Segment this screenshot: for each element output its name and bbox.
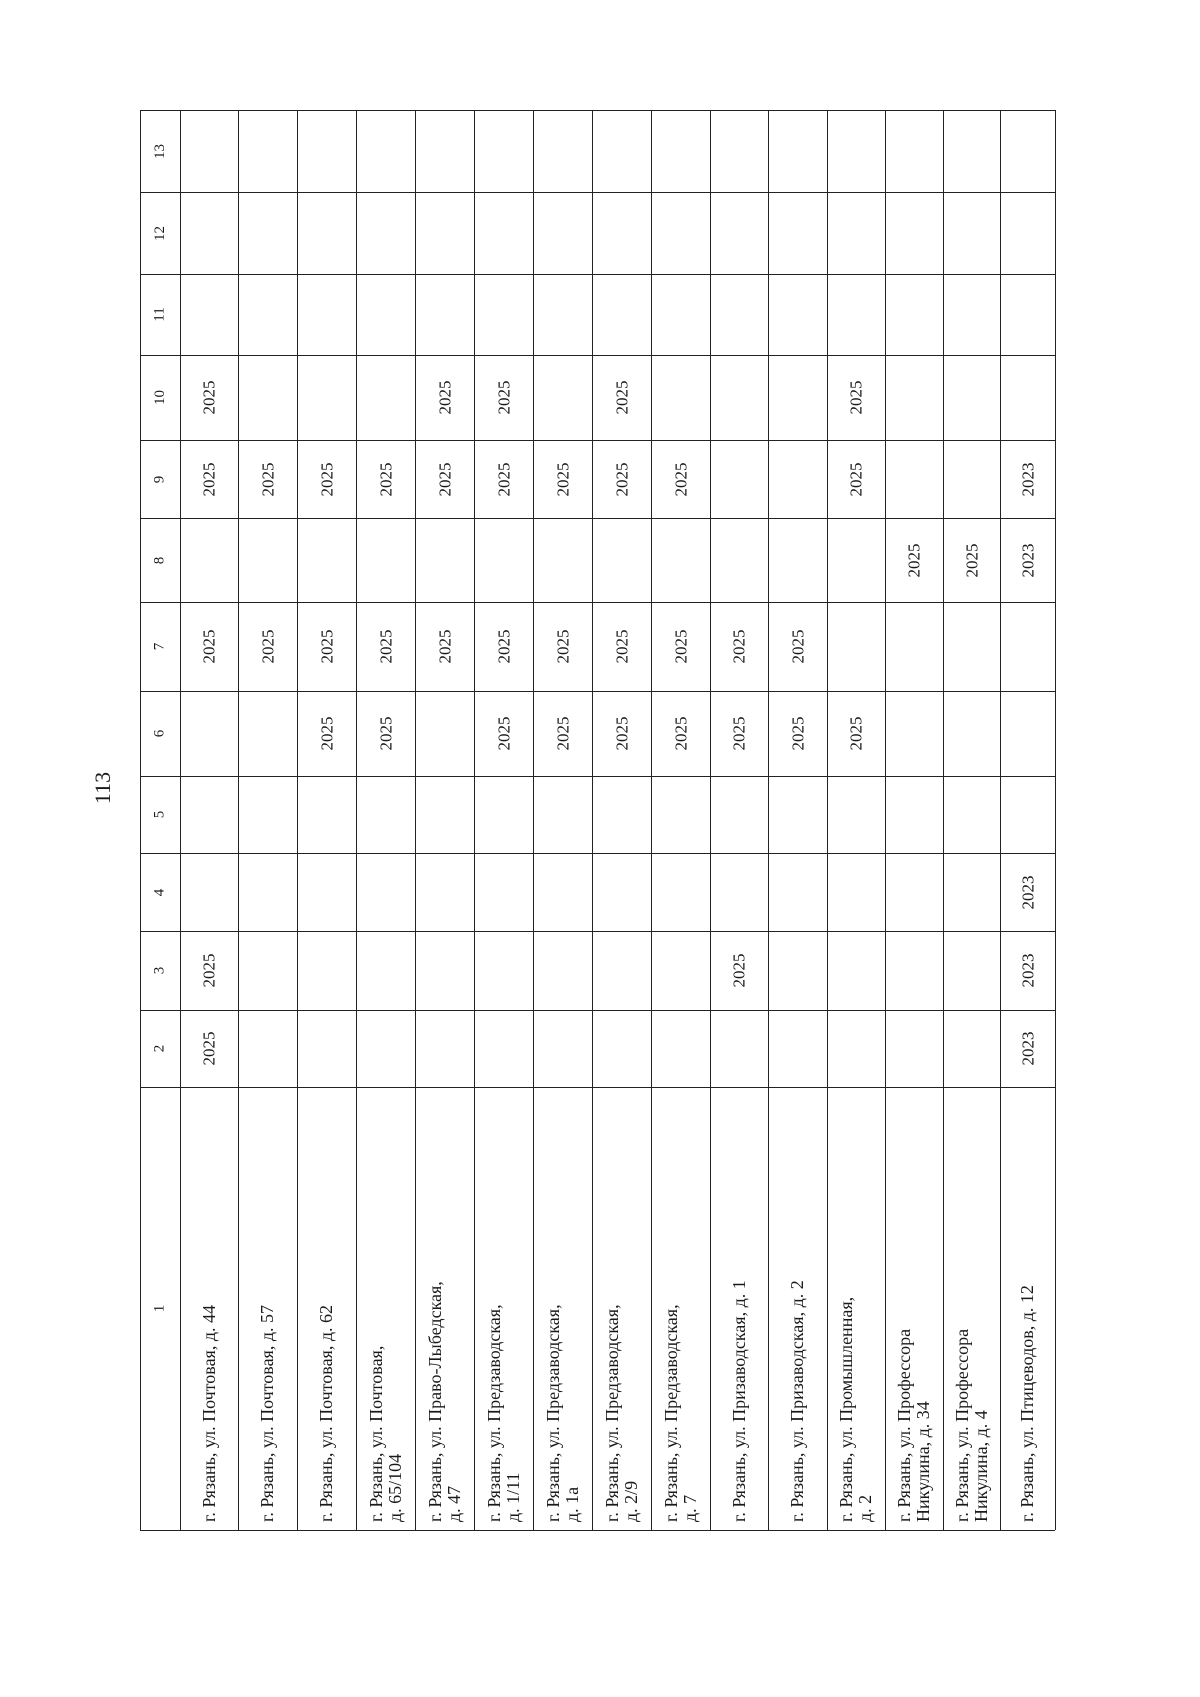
table-cell <box>297 776 356 853</box>
table-cell <box>885 274 943 355</box>
table-cell <box>180 274 238 355</box>
table-cell <box>943 110 1000 192</box>
table-cell <box>885 192 943 274</box>
table-cell <box>943 602 1000 691</box>
table-cell <box>297 192 356 274</box>
table-cell <box>592 355 651 440</box>
cell-year: 2025 <box>612 629 631 664</box>
table-cell <box>474 274 533 355</box>
cell-year: 2025 <box>962 543 981 577</box>
table-cell <box>1000 853 1055 931</box>
table-cell <box>885 1010 943 1087</box>
table-cell <box>356 931 415 1010</box>
cell-year: 2025 <box>846 716 866 751</box>
table-cell <box>297 440 356 518</box>
cell-year: 2025 <box>376 629 395 664</box>
table-cell <box>533 518 592 602</box>
column-number-4 <box>140 853 180 931</box>
table-cell <box>943 440 1000 518</box>
table-cell <box>356 602 415 691</box>
table-cell <box>533 1010 592 1087</box>
table-cell <box>768 853 827 931</box>
table-cell <box>768 776 827 853</box>
cell-year: 2025 <box>846 380 866 415</box>
table-cell <box>474 355 533 440</box>
column-number-13 <box>140 110 180 192</box>
cell-year: 2025 <box>494 462 513 496</box>
column-number-label: 7 <box>151 642 168 651</box>
table-cell <box>415 602 474 691</box>
address-cell <box>297 1087 356 1530</box>
table-cell <box>238 691 297 776</box>
table-cell <box>710 274 768 355</box>
table-cell <box>474 110 533 192</box>
address-text: г. Рязань, ул. Предзаводская, д. 1а <box>542 1304 582 1522</box>
address-text: г. Рязань, ул. Почтовая, д. 57 <box>257 1305 277 1522</box>
cell-year: 2025 <box>553 629 572 664</box>
table-cell <box>885 440 943 518</box>
table-cell <box>710 602 768 691</box>
table-cell <box>1000 355 1055 440</box>
cell-year: 2025 <box>199 462 219 496</box>
column-number-11 <box>140 274 180 355</box>
cell-year: 2025 <box>671 629 690 664</box>
table-cell <box>592 691 651 776</box>
table-cell <box>533 110 592 192</box>
table-cell <box>180 440 238 518</box>
table-cell <box>1000 192 1055 274</box>
page-number: 113 <box>90 771 115 805</box>
table-cell <box>180 931 238 1010</box>
table-grid-hline <box>140 1530 1055 1531</box>
table-cell <box>651 192 710 274</box>
table-cell <box>533 691 592 776</box>
table-cell <box>651 931 710 1010</box>
column-number-label: 5 <box>151 810 168 819</box>
table-cell <box>415 1010 474 1087</box>
table-cell <box>1000 518 1055 602</box>
address-cell <box>885 1087 943 1530</box>
address-text: г. Рязань, ул. Призаводская, д. 1 <box>728 1280 749 1522</box>
column-number-3 <box>140 931 180 1010</box>
table-cell <box>827 274 885 355</box>
table-cell <box>356 1010 415 1087</box>
table-cell <box>356 440 415 518</box>
column-number-label: 1 <box>151 1304 168 1313</box>
table-cell <box>1000 931 1055 1010</box>
table-cell <box>533 853 592 931</box>
table-cell <box>827 853 885 931</box>
table-cell <box>474 1010 533 1087</box>
table-cell <box>768 355 827 440</box>
table-cell <box>768 192 827 274</box>
table-cell <box>297 602 356 691</box>
table-cell <box>651 776 710 853</box>
table-cell <box>943 518 1000 602</box>
column-number-10 <box>140 355 180 440</box>
address-cell <box>415 1087 474 1530</box>
table-cell <box>238 110 297 192</box>
address-text: г. Рязань, ул. Почтовая, д. 62 <box>316 1305 336 1522</box>
table-cell <box>768 110 827 192</box>
cell-year: 2025 <box>317 629 336 664</box>
cell-year: 2025 <box>435 629 454 664</box>
table-cell <box>592 776 651 853</box>
table-cell <box>768 1010 827 1087</box>
cell-year: 2025 <box>729 953 749 988</box>
table-cell <box>415 440 474 518</box>
cell-year: 2025 <box>788 629 807 664</box>
address-cell <box>827 1087 885 1530</box>
cell-year: 2025 <box>729 629 749 664</box>
table-cell <box>533 355 592 440</box>
table-cell <box>356 853 415 931</box>
table-cell <box>1000 110 1055 192</box>
table-cell <box>415 853 474 931</box>
cell-year: 2025 <box>846 462 866 496</box>
table-cell <box>356 776 415 853</box>
table-cell <box>356 691 415 776</box>
address-text: г. Рязань, ул. Предзаводская, д. 7 <box>660 1304 700 1522</box>
table-cell <box>592 1010 651 1087</box>
cell-year: 2023 <box>1018 1031 1037 1066</box>
table-grid-vline <box>1055 110 1056 1530</box>
table-cell <box>827 355 885 440</box>
address-cell <box>533 1087 592 1530</box>
table-cell <box>180 853 238 931</box>
cell-year: 2025 <box>494 629 513 664</box>
table-cell <box>943 192 1000 274</box>
cell-year: 2025 <box>317 462 336 496</box>
column-number-6 <box>140 691 180 776</box>
table-cell <box>827 931 885 1010</box>
table-cell <box>710 110 768 192</box>
table-cell <box>1000 776 1055 853</box>
cell-year: 2023 <box>1018 875 1037 909</box>
cell-year: 2025 <box>258 629 277 664</box>
table-cell <box>415 355 474 440</box>
table-cell <box>885 110 943 192</box>
address-cell <box>180 1087 238 1530</box>
table-cell <box>1000 602 1055 691</box>
table-cell <box>238 355 297 440</box>
table-cell <box>710 440 768 518</box>
column-number-label: 4 <box>151 888 168 896</box>
cell-year: 2025 <box>199 1031 219 1066</box>
cell-year: 2025 <box>612 462 631 496</box>
table-cell <box>710 853 768 931</box>
table-cell <box>710 355 768 440</box>
cell-year: 2025 <box>553 462 572 496</box>
table-cell <box>180 776 238 853</box>
cell-year: 2025 <box>435 462 454 496</box>
table-cell <box>651 853 710 931</box>
table-cell <box>827 110 885 192</box>
table-cell <box>238 1010 297 1087</box>
table-cell <box>297 1010 356 1087</box>
address-text: г. Рязань, ул. Право-Лыбедская, д. 47 <box>424 1281 464 1522</box>
cell-year: 2025 <box>904 543 924 577</box>
address-text: г. Рязань, ул. Почтовая, д. 65/104 <box>365 1345 405 1522</box>
address-text: г. Рязань, ул. Профессора Никулина, д. 34 <box>894 1328 933 1522</box>
cell-year: 2025 <box>729 716 749 751</box>
cell-year: 2025 <box>376 462 395 496</box>
table-cell <box>768 931 827 1010</box>
table-cell <box>238 274 297 355</box>
table-cell <box>710 691 768 776</box>
table-cell <box>651 518 710 602</box>
table-cell <box>180 691 238 776</box>
address-cell <box>238 1087 297 1530</box>
table-cell <box>1000 691 1055 776</box>
table-cell <box>474 602 533 691</box>
table-cell <box>768 518 827 602</box>
address-text: г. Рязань, ул. Промышленная, д. 2 <box>836 1296 875 1522</box>
table-cell <box>474 518 533 602</box>
cell-year: 2025 <box>376 716 395 751</box>
table-cell <box>651 440 710 518</box>
table-cell <box>943 691 1000 776</box>
table-cell <box>885 355 943 440</box>
table-cell <box>533 192 592 274</box>
cell-year: 2025 <box>435 380 454 415</box>
table-cell <box>827 192 885 274</box>
table-cell <box>297 110 356 192</box>
table-cell <box>943 931 1000 1010</box>
table-cell <box>592 110 651 192</box>
table-cell <box>1000 440 1055 518</box>
table-cell <box>885 691 943 776</box>
table-cell <box>768 691 827 776</box>
table-cell <box>415 192 474 274</box>
table-cell <box>297 355 356 440</box>
table-cell <box>533 931 592 1010</box>
table-cell <box>592 853 651 931</box>
table-cell <box>885 931 943 1010</box>
table-cell <box>533 440 592 518</box>
table-cell <box>592 518 651 602</box>
table-cell <box>474 776 533 853</box>
cell-year: 2025 <box>317 716 336 751</box>
cell-year: 2025 <box>788 716 807 751</box>
column-number-12 <box>140 192 180 274</box>
table-cell <box>1000 274 1055 355</box>
table-cell <box>943 355 1000 440</box>
table-cell <box>768 274 827 355</box>
table-cell <box>827 602 885 691</box>
table-cell <box>592 440 651 518</box>
table-cell <box>180 192 238 274</box>
cell-year: 2025 <box>612 380 631 415</box>
table-cell <box>827 776 885 853</box>
address-text: г. Рязань, ул. Профессора Никулина, д. 4 <box>951 1328 991 1522</box>
table-cell <box>710 192 768 274</box>
table-cell <box>415 518 474 602</box>
cell-year: 2025 <box>671 716 690 751</box>
table-cell <box>1000 1010 1055 1087</box>
cell-year: 2025 <box>494 716 513 751</box>
column-number-label: 3 <box>151 966 168 975</box>
table-cell <box>768 440 827 518</box>
table-cell <box>651 691 710 776</box>
table-cell <box>180 110 238 192</box>
address-text: г. Рязань, ул. Предзаводская, д. 2/9 <box>601 1304 641 1522</box>
column-number-label: 13 <box>151 143 168 159</box>
table-cell <box>415 691 474 776</box>
table-cell <box>943 776 1000 853</box>
table-cell <box>180 355 238 440</box>
cell-year: 2023 <box>1018 543 1037 577</box>
table-cell <box>827 440 885 518</box>
table-cell <box>180 518 238 602</box>
table-cell <box>651 110 710 192</box>
table-cell <box>710 1010 768 1087</box>
rotated-data-table <box>140 110 1055 1530</box>
table-cell <box>238 853 297 931</box>
table-cell <box>474 691 533 776</box>
address-cell <box>651 1087 710 1530</box>
table-cell <box>297 274 356 355</box>
address-text: г. Рязань, ул. Почтовая, д. 44 <box>198 1305 219 1522</box>
address-cell <box>1000 1087 1055 1530</box>
cell-year: 2025 <box>199 629 219 664</box>
address-cell <box>943 1087 1000 1530</box>
table-cell <box>297 518 356 602</box>
column-number-label: 11 <box>151 307 168 322</box>
table-cell <box>238 440 297 518</box>
table-cell <box>710 776 768 853</box>
cell-year: 2025 <box>258 462 277 496</box>
table-cell <box>710 518 768 602</box>
column-number-9 <box>140 440 180 518</box>
column-number-label: 9 <box>151 475 168 483</box>
table-cell <box>415 931 474 1010</box>
table-cell <box>710 931 768 1010</box>
table-cell <box>238 602 297 691</box>
address-cell <box>592 1087 651 1530</box>
cell-year: 2023 <box>1018 462 1037 496</box>
cell-year: 2025 <box>612 716 631 751</box>
column-number-5 <box>140 776 180 853</box>
address-text: г. Рязань, ул. Призаводская, д. 2 <box>787 1280 807 1522</box>
table-cell <box>943 853 1000 931</box>
table-cell <box>180 1010 238 1087</box>
column-number-label: 10 <box>151 390 168 405</box>
column-number-label: 8 <box>151 556 168 564</box>
table-cell <box>592 931 651 1010</box>
table-cell <box>651 602 710 691</box>
table-cell <box>415 274 474 355</box>
table-cell <box>651 355 710 440</box>
column-number-label: 2 <box>151 1044 168 1053</box>
table-cell <box>651 1010 710 1087</box>
table-cell <box>533 602 592 691</box>
table-cell <box>356 192 415 274</box>
table-cell <box>943 1010 1000 1087</box>
table-cell <box>415 776 474 853</box>
cell-year: 2025 <box>199 380 219 415</box>
column-number-7 <box>140 602 180 691</box>
column-number-label: 6 <box>151 729 168 738</box>
address-cell <box>710 1087 768 1530</box>
table-cell <box>297 931 356 1010</box>
table-cell <box>592 602 651 691</box>
cell-year: 2023 <box>1018 953 1037 988</box>
table-cell <box>827 518 885 602</box>
cell-year: 2025 <box>494 380 513 415</box>
table-cell <box>651 274 710 355</box>
cell-year: 2025 <box>199 953 219 988</box>
cell-year: 2025 <box>553 716 572 751</box>
table-cell <box>297 691 356 776</box>
table-cell <box>356 355 415 440</box>
table-cell <box>238 776 297 853</box>
table-cell <box>827 691 885 776</box>
table-cell <box>943 274 1000 355</box>
table-cell <box>415 110 474 192</box>
table-cell <box>356 518 415 602</box>
table-cell <box>238 931 297 1010</box>
table-cell <box>885 776 943 853</box>
table-cell <box>474 440 533 518</box>
table-cell <box>885 602 943 691</box>
table-cell <box>474 931 533 1010</box>
table-cell <box>768 602 827 691</box>
address-text: г. Рязань, ул. Птицеводов, д. 12 <box>1017 1285 1037 1522</box>
table-cell <box>592 274 651 355</box>
column-number-1 <box>140 1087 180 1530</box>
address-text: г. Рязань, ул. Предзаводская, д. 1/11 <box>483 1304 523 1522</box>
address-cell <box>474 1087 533 1530</box>
address-cell <box>356 1087 415 1530</box>
column-number-8 <box>140 518 180 602</box>
table-cell <box>356 110 415 192</box>
column-number-2 <box>140 1010 180 1087</box>
table-cell <box>885 518 943 602</box>
table-cell <box>592 192 651 274</box>
table-cell <box>474 192 533 274</box>
table-cell <box>827 1010 885 1087</box>
address-cell <box>768 1087 827 1530</box>
table-cell <box>474 853 533 931</box>
table-cell <box>238 192 297 274</box>
table-cell <box>180 602 238 691</box>
cell-year: 2025 <box>671 462 690 496</box>
table-cell <box>533 274 592 355</box>
table-cell <box>533 776 592 853</box>
table-cell <box>297 853 356 931</box>
table-cell <box>238 518 297 602</box>
table-cell <box>356 274 415 355</box>
column-number-label: 12 <box>151 225 168 241</box>
table-cell <box>885 853 943 931</box>
